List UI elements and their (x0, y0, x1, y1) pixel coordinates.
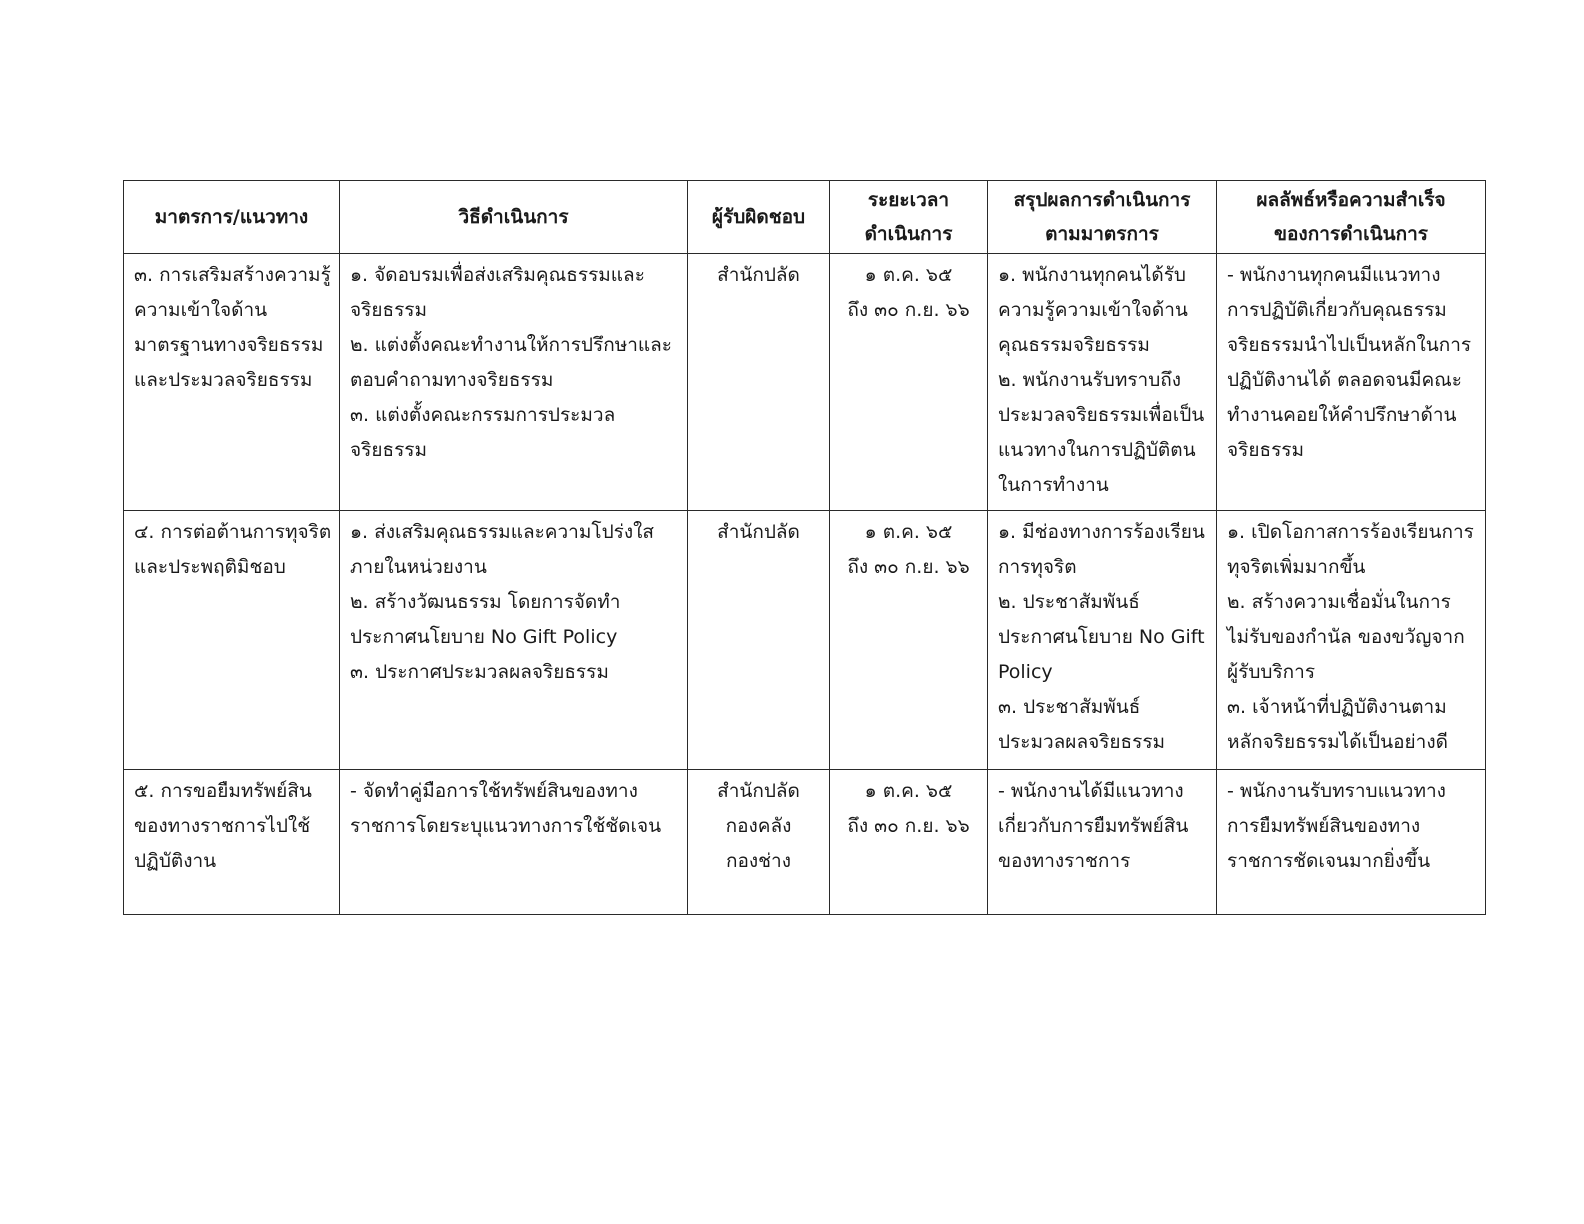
cell-responsible (688, 770, 830, 915)
header-result (1217, 181, 1486, 254)
cell-line: ๑. เปิดโอกาสการร้องเรียนการ (1227, 521, 1474, 543)
cell-line: จริยธรรม (1227, 439, 1305, 461)
cell-line: จริยธรรม (350, 439, 428, 461)
cell-line: ของทางราชการ (998, 850, 1131, 872)
header-line: สรุปผลการดำเนินการ (1013, 189, 1191, 211)
header-line: ดำเนินการ (864, 223, 953, 245)
cell-line: สำนักปลัด (717, 264, 800, 286)
cell-measure (124, 511, 340, 770)
cell-period (830, 770, 988, 915)
cell-line: จริยธรรม (350, 299, 428, 321)
cell-period (830, 254, 988, 511)
cell-line: - จัดทำคู่มือการใช้ทรัพย์สินของทาง (350, 780, 638, 802)
cell-line: ๓. การเสริมสร้างความรู้ (134, 264, 331, 286)
cell-line: ๕. การขอยืมทรัพย์สิน (134, 780, 312, 802)
header-method (340, 181, 688, 254)
header-line: วิธีดำเนินการ (458, 206, 569, 228)
header-line: ผลลัพธ์หรือความสำเร็จ (1256, 189, 1446, 211)
cell-line: ปฏิบัติงานได้ ตลอดจนมีคณะ (1227, 369, 1463, 391)
cell-line: ทุจริตเพิ่มมากขึ้น (1227, 556, 1366, 578)
cell-method (340, 511, 688, 770)
cell-line: ในการทำงาน (998, 474, 1109, 496)
cell-line: ราชการชัดเจนมากยิ่งขึ้น (1227, 850, 1431, 872)
cell-line: ๑ ต.ค. ๖๕ (864, 780, 953, 802)
cell-line: - พนักงานได้มีแนวทาง (998, 780, 1184, 802)
cell-line: ประมวลจริยธรรมเพื่อเป็น (998, 404, 1205, 426)
cell-line: ๑. จัดอบรมเพื่อส่งเสริมคุณธรรมและ (350, 264, 645, 286)
cell-line: และประพฤติมิชอบ (134, 556, 286, 578)
cell-line: สำนักปลัด (717, 780, 800, 802)
cell-line: ๑ ต.ค. ๖๕ (864, 521, 953, 543)
ethics-measures-table (123, 180, 1486, 915)
header-measure (124, 181, 340, 254)
cell-line: Policy (998, 661, 1053, 683)
header-line: ของการดำเนินการ (1274, 223, 1428, 245)
header-period (830, 181, 988, 254)
cell-summary (988, 254, 1217, 511)
cell-line: ตอบคำถามทางจริยธรรม (350, 369, 554, 391)
cell-line: มาตรฐานทางจริยธรรม (134, 334, 324, 356)
cell-line: ราชการโดยระบุแนวทางการใช้ชัดเจน (350, 815, 662, 837)
cell-line: ๓. ประกาศประมวลผลจริยธรรม (350, 661, 609, 683)
cell-line: ทำงานคอยให้คำปรึกษาด้าน (1227, 404, 1457, 426)
cell-line: ๑. มีช่องทางการร้องเรียน (998, 521, 1205, 543)
table-header-row (124, 181, 1486, 254)
cell-line: - พนักงานทุกคนมีแนวทาง (1227, 264, 1441, 286)
cell-line: ๔. การต่อต้านการทุจริต (134, 521, 332, 543)
cell-line: ถึง ๓๐ ก.ย. ๖๖ (847, 556, 970, 578)
cell-line: หลักจริยธรรมได้เป็นอย่างดี (1227, 731, 1448, 753)
cell-line: ๑ ต.ค. ๖๕ (864, 264, 953, 286)
cell-result (1217, 770, 1486, 915)
cell-line: ๓. เจ้าหน้าที่ปฏิบัติงานตาม (1227, 696, 1447, 718)
cell-line: ไม่รับของกำนัล ของขวัญจาก (1227, 626, 1465, 648)
cell-method (340, 254, 688, 511)
cell-responsible (688, 511, 830, 770)
cell-line: ๒. ประชาสัมพันธ์ (998, 591, 1140, 613)
header-responsible (688, 181, 830, 254)
cell-line: ปฏิบัติงาน (134, 850, 217, 872)
header-line: ผู้รับผิดชอบ (711, 206, 806, 228)
cell-line: ๑. พนักงานทุกคนได้รับ (998, 264, 1186, 286)
cell-line: ของทางราชการไปใช้ (134, 815, 311, 837)
cell-measure (124, 254, 340, 511)
cell-responsible (688, 254, 830, 511)
cell-line: ๓. ประชาสัมพันธ์ (998, 696, 1141, 718)
cell-line: คุณธรรมจริยธรรม (998, 334, 1150, 356)
cell-method (340, 770, 688, 915)
cell-line: ๒. สร้างความเชื่อมั่นในการ (1227, 591, 1451, 613)
cell-line: ภายในหน่วยงาน (350, 556, 487, 578)
cell-summary (988, 770, 1217, 915)
cell-line: ๒. พนักงานรับทราบถึง (998, 369, 1182, 391)
cell-line: การทุจริต (998, 556, 1077, 578)
table-row (124, 770, 1486, 915)
cell-line: จริยธรรมนำไปเป็นหลักในการ (1227, 334, 1472, 356)
header-line: ตามมาตรการ (1045, 223, 1159, 245)
cell-line: ๓. แต่งตั้งคณะกรรมการประมวล (350, 404, 616, 426)
cell-line: ความรู้ความเข้าใจด้าน (998, 299, 1188, 321)
cell-line: ถึง ๓๐ ก.ย. ๖๖ (847, 299, 970, 321)
cell-line: ๒. สร้างวัฒนธรรม โดยการจัดทำ (350, 591, 621, 613)
cell-period (830, 511, 988, 770)
table-row (124, 254, 1486, 511)
cell-line: ผู้รับบริการ (1227, 661, 1316, 683)
cell-line: ประมวลผลจริยธรรม (998, 731, 1166, 753)
cell-line: การปฏิบัติเกี่ยวกับคุณธรรม (1227, 299, 1447, 321)
cell-measure (124, 770, 340, 915)
header-line: มาตรการ/แนวทาง (154, 206, 309, 228)
cell-line: ถึง ๓๐ ก.ย. ๖๖ (847, 815, 970, 837)
cell-line: - พนักงานรับทราบแนวทาง (1227, 780, 1446, 802)
cell-line: ความเข้าใจด้าน (134, 299, 268, 321)
table-row (124, 511, 1486, 770)
cell-result (1217, 511, 1486, 770)
cell-result (1217, 254, 1486, 511)
cell-line: แนวทางในการปฏิบัติตน (998, 439, 1196, 461)
header-summary (988, 181, 1217, 254)
cell-line: การยืมทรัพย์สินของทาง (1227, 815, 1421, 837)
cell-line: เกี่ยวกับการยืมทรัพย์สิน (998, 815, 1189, 837)
header-line: ระยะเวลา (867, 189, 950, 211)
cell-line: และประมวลจริยธรรม (134, 369, 313, 391)
cell-line: กองคลัง (725, 815, 792, 837)
cell-line: ๒. แต่งตั้งคณะทำงานให้การปรึกษาและ (350, 334, 672, 356)
cell-line: ประกาศนโยบาย No Gift Policy (350, 626, 618, 648)
cell-line: ๑. ส่งเสริมคุณธรรมและความโปร่งใส (350, 521, 654, 543)
cell-line: สำนักปลัด (717, 521, 800, 543)
cell-summary (988, 511, 1217, 770)
cell-line: ประกาศนโยบาย No Gift (998, 626, 1205, 648)
cell-line: กองช่าง (725, 850, 792, 872)
